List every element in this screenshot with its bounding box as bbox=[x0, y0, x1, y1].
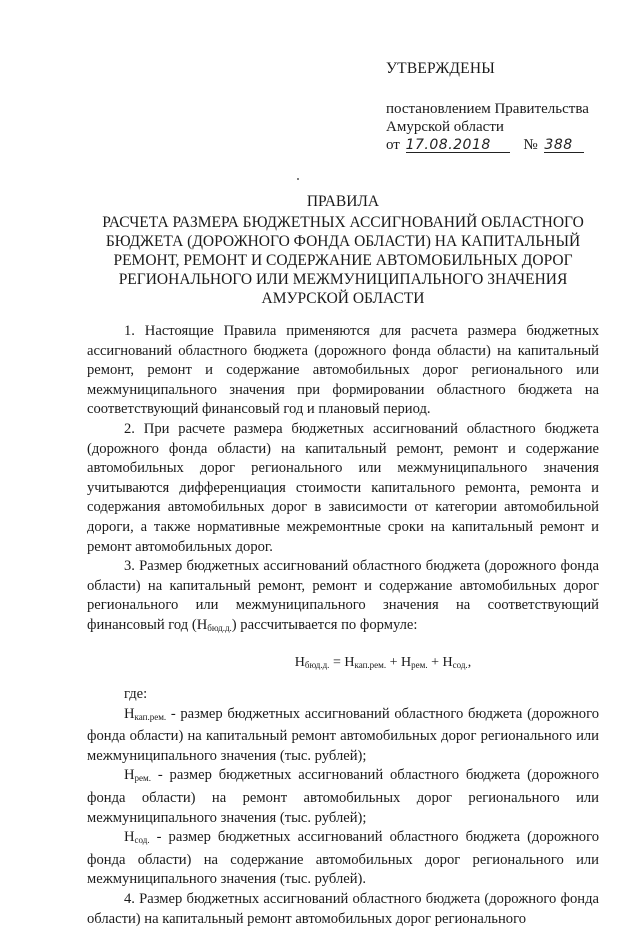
symbol-n: Н bbox=[344, 654, 355, 670]
document-body bbox=[87, 322, 599, 929]
formula-comma: , bbox=[467, 654, 472, 670]
subscript: бюд.д. bbox=[304, 659, 330, 670]
definition-text: - размер бюджетных ассигнований областного бюджета (дорожного фонда области) на ремонт автомобильных дорог регионального или межмуниципального значения (тыс. рублей); bbox=[87, 767, 599, 826]
formula bbox=[167, 653, 599, 676]
subscript: рем. bbox=[411, 659, 428, 670]
paragraph-3-end: ) рассчитывается по формуле: bbox=[231, 616, 418, 633]
definition-text: - размер бюджетных ассигнований областного бюджета (дорожного фонда области) на содержание автомобильных дорог регионального или межмуниципального значения (тыс. рублей). bbox=[87, 829, 599, 888]
subscript: сод. bbox=[134, 835, 150, 846]
handwritten-date: 17.08.2018 bbox=[405, 137, 491, 153]
paragraph-3-text: 3. Размер бюджетных ассигнований областного бюджета (дорожного фонда области) на капитальный ремонт, ремонт и содержание автомобильных дорог регионального или межмуниципального значения на соответствующий финансовый год ( bbox=[87, 558, 599, 633]
number-label: № bbox=[523, 137, 538, 153]
document-title bbox=[88, 192, 598, 308]
symbol-n: Н bbox=[124, 767, 135, 784]
number-field bbox=[544, 138, 584, 153]
title-line: РЕГИОНАЛЬНОГО ИЛИ МЕЖМУНИЦИПАЛЬНОГО ЗНАЧЕНИЯ bbox=[118, 271, 568, 288]
approval-date-line bbox=[386, 136, 616, 154]
equals-sign: = bbox=[329, 654, 345, 670]
definition-2 bbox=[87, 766, 599, 828]
date-field bbox=[406, 138, 510, 153]
paragraph-4: 4. Размер бюджетных ассигнований областного бюджета (дорожного фонда области) на капитальный ремонт автомобильных дорог регионального bbox=[87, 891, 599, 927]
scan-speck bbox=[297, 178, 299, 180]
subscript: кап.рем. bbox=[134, 711, 167, 722]
plus-sign: + bbox=[386, 654, 401, 670]
title-word: ПРАВИЛА bbox=[306, 193, 380, 210]
plus-sign: + bbox=[427, 654, 443, 670]
symbol-n: Н bbox=[124, 829, 135, 846]
subscript: кап.рем. bbox=[354, 659, 387, 670]
approved-heading: УТВЕРЖДЕНЫ bbox=[386, 60, 495, 77]
symbol-n: Н bbox=[294, 654, 305, 670]
symbol-n: Н bbox=[124, 705, 135, 722]
approval-line-1: постановлением Правительства bbox=[386, 101, 589, 117]
paragraph-3 bbox=[87, 557, 599, 638]
symbol-n: Н bbox=[442, 654, 453, 670]
definition-text: - размер бюджетных ассигнований областного бюджета (дорожного фонда области) на капитальный ремонт автомобильных дорог регионального или межмуниципального значения (тыс. рублей); bbox=[87, 705, 599, 764]
subscript: сод. bbox=[452, 659, 468, 670]
where-label: где: bbox=[124, 686, 148, 703]
subscript: рем. bbox=[134, 773, 151, 784]
from-label: от bbox=[386, 137, 400, 153]
symbol-n: Н bbox=[196, 616, 208, 633]
approval-block bbox=[386, 60, 616, 154]
title-line: БЮДЖЕТА (ДОРОЖНОГО ФОНДА ОБЛАСТИ) НА КАПИТАЛЬНЫЙ bbox=[105, 233, 581, 250]
title-line: РАСЧЕТА РАЗМЕРА БЮДЖЕТНЫХ АССИГНОВАНИЙ ОБЛАСТНОГО bbox=[102, 214, 584, 231]
handwritten-number: 388 bbox=[544, 137, 573, 153]
subscript: бюд.д. bbox=[207, 622, 232, 633]
definition-1 bbox=[87, 705, 599, 767]
approval-line-2: Амурской области bbox=[386, 119, 504, 135]
paragraph-2: 2. При расчете размера бюджетных ассигнований областного бюджета (дорожного фонда области) на капитальный ремонт, ремонт и содержание автомобильных дорог регионального или межмуниципального значения учитываются дифференциация стоимости капитального ремонта, ремонта и содержания автомобильных дорог в зависимости от категории автомобильной дороги, а также нормативные межремонтные сроки на капитальный ремонт и ремонт автомобильных дорог. bbox=[87, 420, 599, 555]
title-line: АМУРСКОЙ ОБЛАСТИ bbox=[261, 290, 425, 307]
title-line: РЕМОНТ, РЕМОНТ И СОДЕРЖАНИЕ АВТОМОБИЛЬНЫХ ДОРОГ bbox=[113, 252, 573, 269]
definition-3 bbox=[87, 828, 599, 890]
paragraph-1: 1. Настоящие Правила применяются для расчета размера бюджетных ассигнований областного бюджета (дорожного фонда области) на капитальный ремонт, ремонт и содержание автомобильных дорог регионального или межмуниципального значения при формировании областного бюджета на соответствующий финансовый год и плановый период. bbox=[87, 323, 599, 418]
symbol-n: Н bbox=[401, 654, 412, 670]
